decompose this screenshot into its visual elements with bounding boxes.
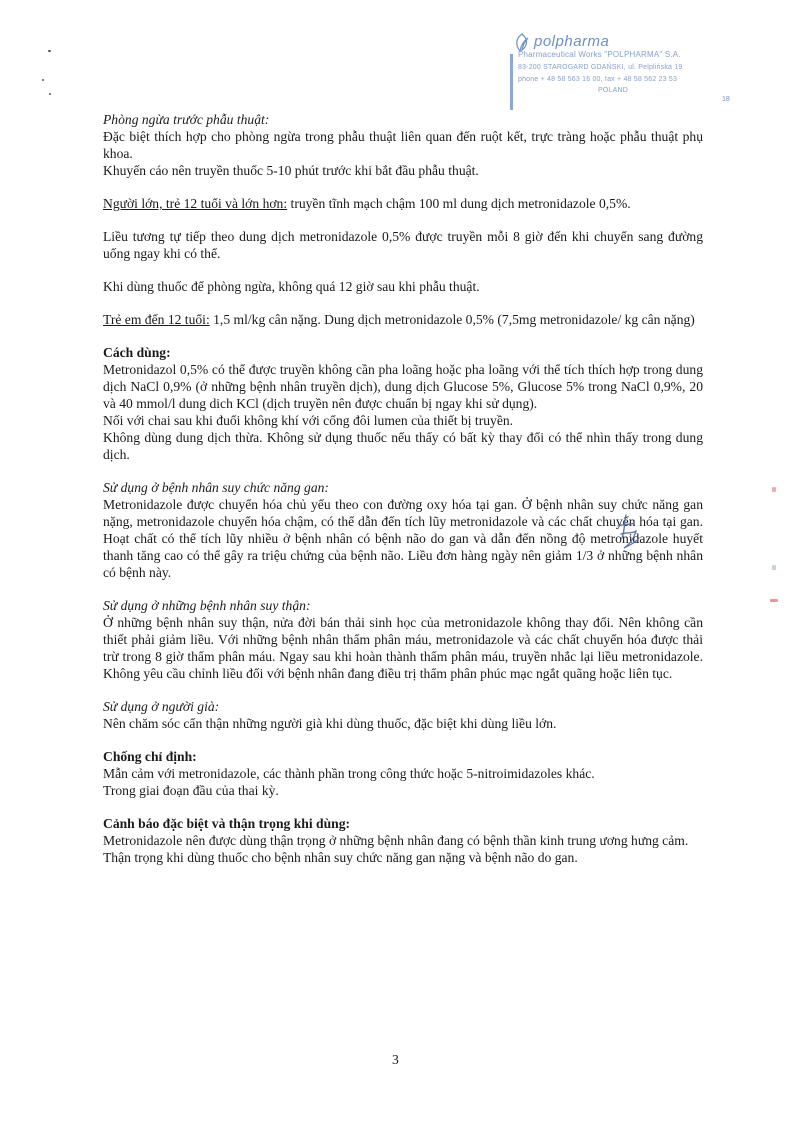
adult-text: truyền tĩnh mạch chậm 100 ml dung dịch metronidazole 0,5%.	[287, 196, 631, 211]
section-heading-elderly: Sử dụng ở người già:	[103, 699, 220, 714]
paragraph: Trong giai đoạn đầu của thai kỳ.	[103, 783, 279, 798]
section-heading-kidney: Sử dụng ở những bệnh nhân suy thận:	[103, 598, 311, 613]
paragraph: Khi dùng thuốc để phòng ngừa, không quá 12 giờ sau khi phẫu thuật.	[103, 279, 480, 294]
page-number: 3	[392, 1052, 399, 1067]
paragraph: Metronidazol 0,5% có thể được truyền không cần pha loãng hoặc pha loãng với thể tích thích hợp trong dung dịch NaCl 0,9% (ở những bệnh nhân truyền dịch), dung dịch Glucose 5%, Glucose 5% trong NaCl 0,9%, 20 và 40 mmol/l dung dich KCl (dịch truyền nên được chuẩn bị ngay khi sử dụng).	[103, 362, 703, 411]
stamp-line-1: Pharmaceutical Works "POLPHARMA" S.A.	[518, 50, 681, 59]
paragraph: Ở những bệnh nhân suy thận, nửa đời bán thải sinh học của metronidazole không thay đổi. Nên không cần thiết phải giảm liều. Với những bệnh nhân thẩm phân máu, metronidazole và các chất chuyển hóa được thải trừ trong 8 giờ thẩm phân máu. Ngay sau khi hoàn thành thẩm phân máu, truyền nhắc lại liều metronidazole. Không yêu cầu chỉnh liều đối với bệnh nhân đang điều trị thẩm phân phúc mạc ngắt quãng hoặc liên tục.	[103, 615, 703, 681]
paragraph: Thận trọng khi dùng thuốc cho bệnh nhân suy chức năng gan nặng và bệnh não do gan.	[103, 850, 578, 865]
section-heading-prophylaxis: Phòng ngừa trước phẫu thuật:	[103, 112, 270, 127]
paragraph: Liều tương tự tiếp theo dung dịch metronidazole 0,5% được truyền mỗi 8 giờ đến khi chuyển sang đường uống ngay khi có thể.	[103, 229, 703, 261]
paragraph: Đặc biệt thích hợp cho phòng ngừa trong phẫu thuật liên quan đến ruột kết, trực tràng hoặc phẫu thuật phụ khoa.	[103, 129, 703, 161]
margin-mark	[772, 487, 776, 492]
section-heading-warnings: Cảnh báo đặc biệt và thận trọng khi dùng:	[103, 816, 351, 831]
company-stamp	[508, 30, 740, 110]
stamp-line-3: phone + 48 58 563 16 00, fax + 48 58 562 23 53	[518, 76, 678, 83]
scan-mark	[42, 79, 44, 81]
paragraph: Metronidazole nên được dùng thận trọng ở những bệnh nhân đang có bệnh thần kinh trung ương hưng cảm.	[103, 833, 689, 848]
stamp-line-4: POLAND	[598, 87, 628, 94]
paragraph: Nối với chai sau khi đuổi không khí với cổng đôi lumen của thiết bị truyền.	[103, 413, 514, 428]
paragraph-child-dose	[103, 311, 703, 328]
document-body	[103, 111, 703, 866]
paragraph: Metronidazole được chuyển hóa chủ yếu theo con đường oxy hóa tại gan. Ở bệnh nhân suy chức năng gan nặng, metronidazole chuyển hóa chậm, có thể dẫn đến tích lũy metronidazole và các chất chuyển hóa tại gan. Hoạt chất có thể tích lũy nhiều ở bệnh nhân có bệnh não do gan và dẫn đến nồng độ metronidazole huyết thanh tăng cao có thể gây ra triệu chứng của bệnh não. Liều đơn hàng ngày nên giảm 1/3 ở những bệnh nhân có bệnh này.	[103, 497, 703, 580]
stamp-code: 18	[722, 96, 730, 103]
section-heading-liver: Sử dụng ở bệnh nhân suy chức năng gan:	[103, 480, 329, 495]
section-heading-usage: Cách dùng:	[103, 345, 171, 360]
paragraph: Khuyến cáo nên truyền thuốc 5-10 phút trước khi bắt đầu phẫu thuật.	[103, 163, 479, 178]
scan-mark	[49, 93, 51, 95]
stamp-bar	[510, 54, 513, 110]
stamp-brand: polpharma	[534, 33, 610, 50]
stamp-line-2: 83-200 STAROGARD GDAŃSKI, ul. Pelplińska 19	[518, 64, 683, 71]
margin-mark	[770, 599, 778, 602]
paragraph: Nên chăm sóc cẩn thận những người già khi dùng thuốc, đặc biệt khi dùng liều lớn.	[103, 716, 557, 731]
adult-label: Người lớn, trẻ 12 tuổi và lớn hơn:	[103, 196, 288, 211]
paragraph: Mẫn cảm với metronidazole, các thành phần trong công thức hoặc 5-nitroimidazoles khác.	[103, 766, 595, 781]
paragraph-adult-dose	[103, 195, 703, 212]
child-label: Trẻ em đến 12 tuổi:	[103, 312, 210, 327]
handwritten-signature	[612, 512, 644, 552]
scan-mark	[48, 50, 51, 52]
child-text: 1,5 ml/kg cân nặng. Dung dịch metronidazole 0,5% (7,5mg metronidazole/ kg cân nặng)	[209, 312, 695, 327]
paragraph: Không dùng dung dịch thừa. Không sử dụng thuốc nếu thấy có bất kỳ thay đổi có thể nhìn thấy trong dung dịch.	[103, 430, 703, 462]
section-heading-contraindications: Chống chỉ định:	[103, 749, 197, 764]
margin-mark	[772, 565, 776, 570]
